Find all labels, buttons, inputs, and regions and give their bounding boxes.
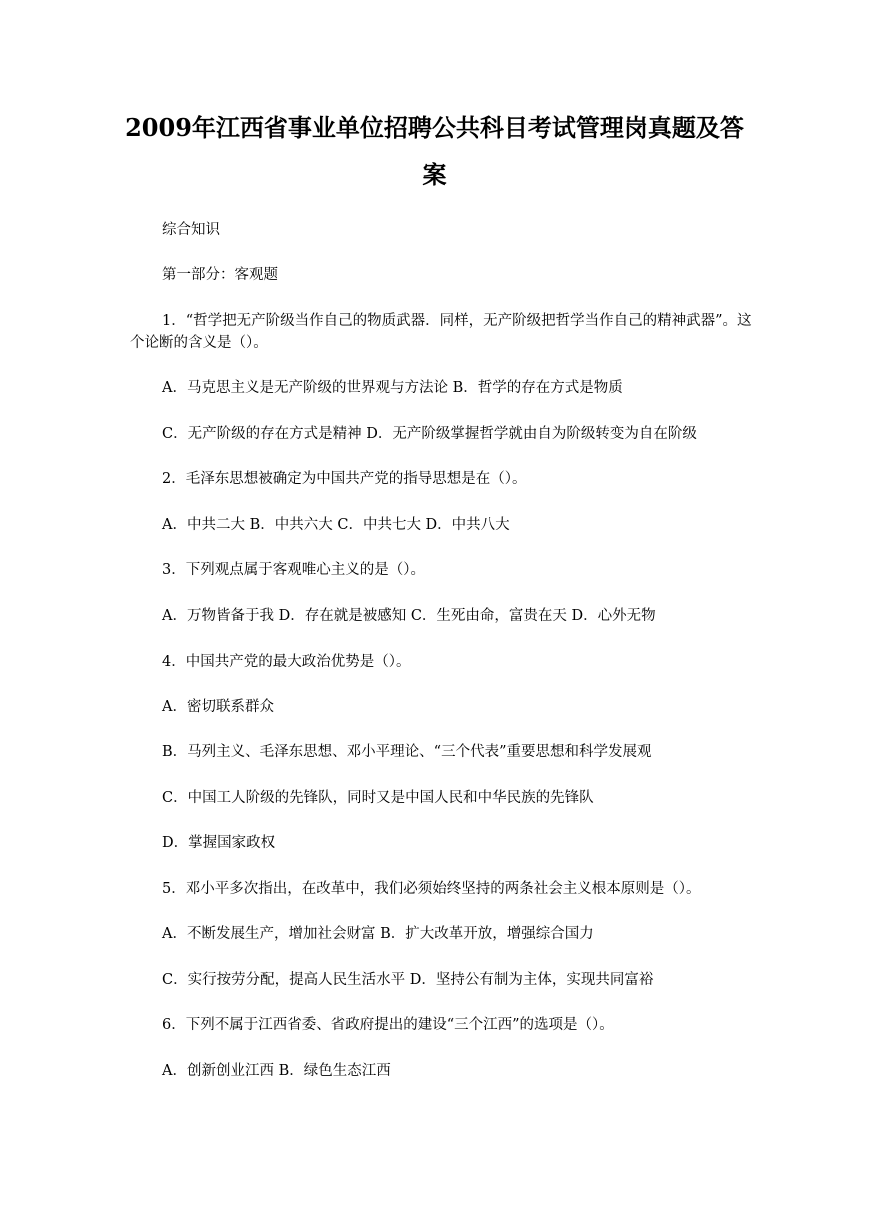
question-4-option-a: A．密切联系群众 xyxy=(162,699,274,715)
question-1: 1．“哲学把无产阶级当作自己的物质武器．同样，无产阶级把哲学当作自己的精神武器”。这个论断的含义是（）。 xyxy=(130,313,752,351)
question-5-options-ab: A．不断发展生产，增加社会财富 B．扩大改革开放，增强综合国力 xyxy=(162,926,594,942)
part-heading: 第一部分：客观题 xyxy=(162,267,278,283)
question-2: 2．毛泽东思想被确定为中国共产党的指导思想是在（）。 xyxy=(162,471,527,487)
question-2-options: A．中共二大 B．中共六大 C．中共七大 D．中共八大 xyxy=(162,517,510,533)
question-6: 6．下列不属于江西省委、省政府提出的建设“三个江西”的选项是（）。 xyxy=(162,1017,614,1033)
question-4: 4．中国共产党的最大政治优势是（）。 xyxy=(162,654,411,670)
document-title-line2: 案 xyxy=(422,160,447,189)
question-3-options: A．万物皆备于我 D．存在就是被感知 C．生死由命，富贵在天 D．心外无物 xyxy=(162,608,656,624)
question-4-option-c: C．中国工人阶级的先锋队，同时又是中国人民和中华民族的先锋队 xyxy=(162,790,594,806)
question-1-options-cd: C．无产阶级的存在方式是精神 D．无产阶级掌握哲学就由自为阶级转变为自在阶级 xyxy=(162,426,697,442)
question-5-options-cd: C．实行按劳分配，提高人民生活水平 D．坚持公有制为主体，实现共同富裕 xyxy=(162,972,654,988)
question-4-option-b: B．马列主义、毛泽东思想、邓小平理论、“三个代表”重要思想和科学发展观 xyxy=(162,744,652,760)
document-title-line1: 2009年江西省事业单位招聘公共科目考试管理岗真题及答 xyxy=(125,113,744,142)
question-3: 3．下列观点属于客观唯心主义的是（）。 xyxy=(162,562,425,578)
question-5: 5．邓小平多次指出，在改革中，我们必须始终坚持的两条社会主义根本原则是（）。 xyxy=(162,881,701,897)
question-4-option-d: D．掌握国家政权 xyxy=(162,835,276,851)
section-heading: 综合知识 xyxy=(162,222,220,238)
question-6-options-ab: A．创新创业江西 B．绿色生态江西 xyxy=(162,1063,391,1079)
question-1-options-ab: A．马克思主义是无产阶级的世界观与方法论 B．哲学的存在方式是物质 xyxy=(162,380,623,396)
